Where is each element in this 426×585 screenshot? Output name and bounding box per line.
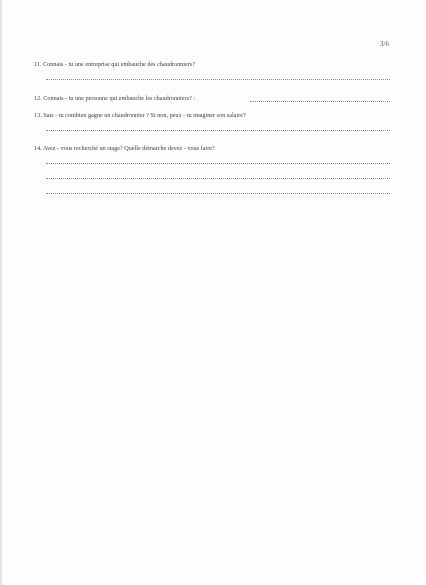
question-14: 14. Avez - vous recherché un stage? Quelle démarche devez - vous faire? xyxy=(34,145,215,152)
answer-line-14-3[interactable] xyxy=(46,193,390,194)
question-12: 12. Connais - tu une personne qui embauche les chaudronniers? : xyxy=(34,95,196,102)
question-11: 11. Connais - tu une entreprise qui embauche des chaudronniers? xyxy=(34,61,195,68)
answer-line-11-1[interactable] xyxy=(46,79,390,80)
question-13: 13. Sais - tu combien gagne un chaudronnier ? Si non, peux - tu imaginer son salaire? xyxy=(34,112,246,119)
answer-line-12-1[interactable] xyxy=(250,101,390,102)
scan-edge-shadow xyxy=(0,0,3,585)
answer-line-14-1[interactable] xyxy=(46,163,390,164)
answer-line-14-2[interactable] xyxy=(46,178,390,179)
page-number: 3/6 xyxy=(380,40,389,48)
answer-line-13-1[interactable] xyxy=(46,130,390,131)
